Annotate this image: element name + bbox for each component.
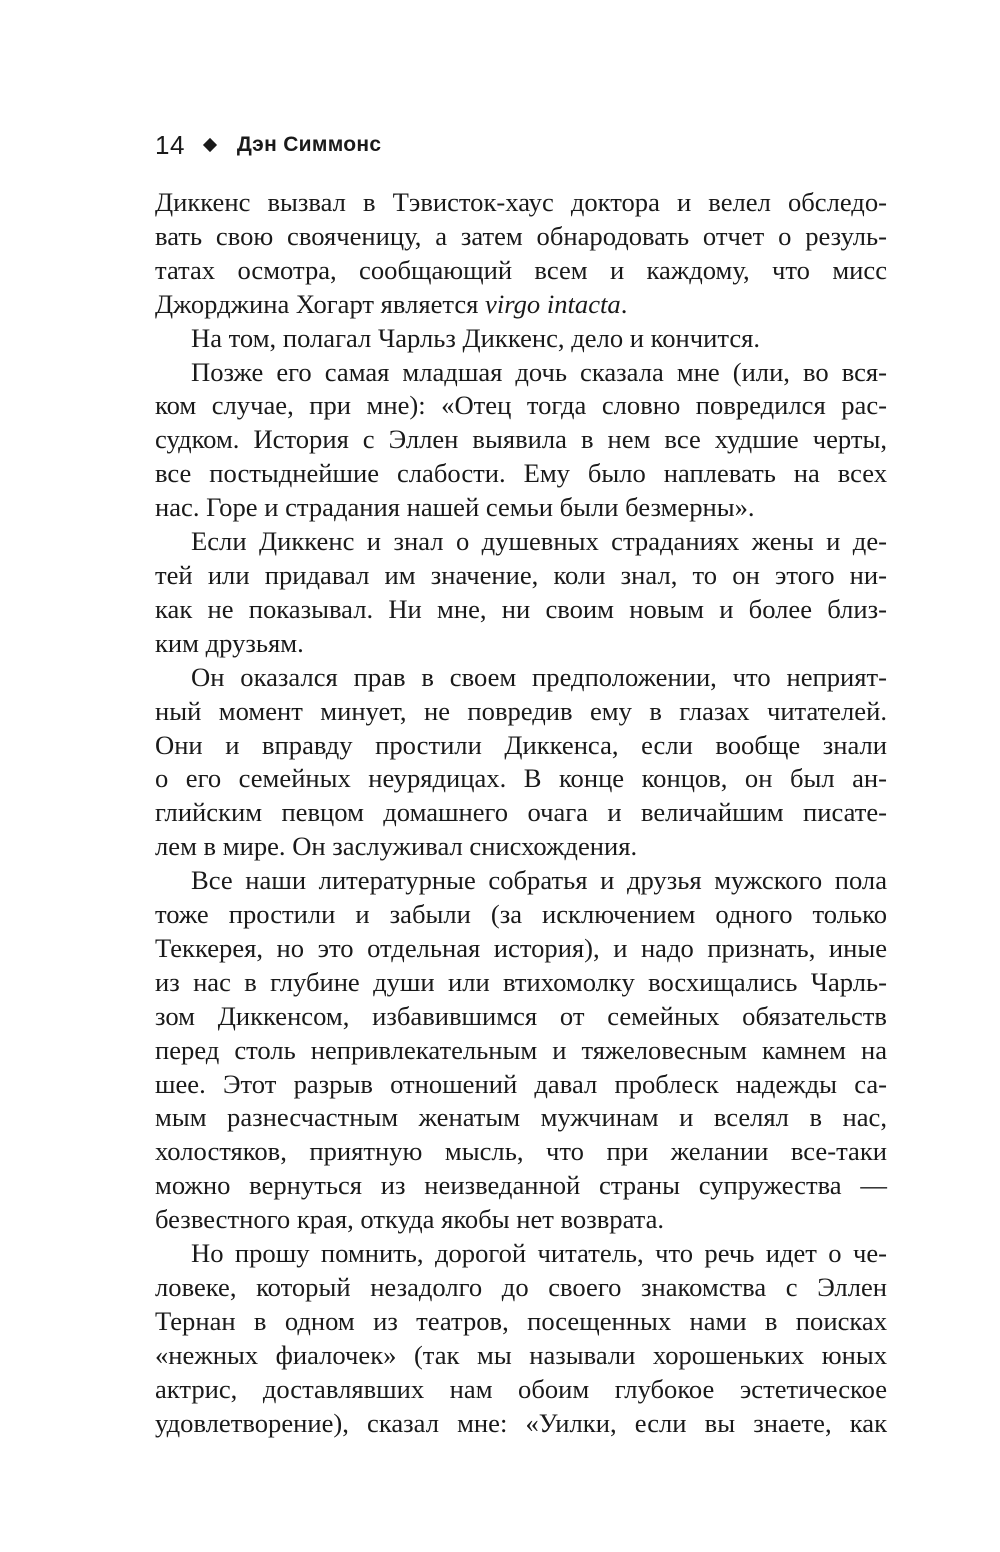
text-line: Теккерея, но это отдельная история), и надо признать, иные: [155, 932, 887, 963]
text-line: о его семейных неурядицах. В конце концов, он был ан-: [155, 763, 887, 794]
text-line: мым разнесчастным женатым мужчинам и вселял в нас,: [155, 1102, 887, 1133]
text-line: зом Диккенсом, избавившимся от семейных обязательств: [155, 1000, 887, 1031]
text-line: Позже его самая младшая дочь сказала мне (или, во вся-: [191, 356, 887, 387]
text-line: Диккенс вызвал в Тэвисток-хаус доктора и велел обследо-: [155, 187, 887, 217]
text-line: все постыднейшие слабости. Ему было наплевать на всех: [155, 458, 887, 489]
text-line: из нас в глубине души или втихомолку восхищались Чарль-: [155, 966, 887, 997]
text-line: Если Диккенс и знал о душевных страданиях жены и де-: [191, 526, 887, 557]
paragraph: [155, 525, 887, 661]
text-line: [155, 288, 887, 322]
paragraph: [155, 186, 887, 322]
text-line: Но прошу помнить, дорогой читатель, что речь идет о че-: [191, 1238, 887, 1269]
diamond-icon: [203, 138, 217, 152]
text-line: ловеке, который незадолго до своего знакомства с Эллен: [155, 1272, 887, 1302]
text-line: «нежных фиалочек» (так мы называли хорошеньких юных: [155, 1339, 887, 1370]
text-line: Все наши литературные собратья и друзья мужского пола: [191, 865, 887, 896]
text-line: актрис, доставлявших нам обоим глубокое эстетическое: [155, 1373, 887, 1404]
text-line: ный момент минует, не повредив ему в глазах читателей.: [155, 695, 887, 726]
text-segment: Джорджина Хогарт является: [155, 288, 486, 319]
text-line: тоже простили и забыли (за исключением одного только: [155, 899, 887, 930]
text-line: глийским певцом домашнего очага и величайшим писате-: [155, 797, 887, 828]
paragraph: [155, 864, 887, 1237]
paragraph: [155, 356, 887, 526]
text-line: ким друзьям.: [155, 627, 304, 658]
text-line: На том, полагал Чарльз Диккенс, дело и кончится.: [191, 322, 760, 353]
text-line: тей или придавал им значение, коли знал, то он этого ни-: [155, 559, 887, 590]
paragraph: [155, 1237, 887, 1440]
text-line: перед столь непривлекательным и тяжеловесным камнем на: [155, 1034, 887, 1065]
body-text: [155, 186, 887, 1441]
text-line: судком. История с Эллен выявила в нем все худшие черты,: [155, 424, 887, 455]
text-line: лем в мире. Он заслуживал снисхождения.: [155, 831, 638, 862]
text-line: безвестного края, откуда якобы нет возврата.: [155, 1204, 665, 1235]
text-line: вать свою свояченицу, а затем обнародовать отчет о резуль-: [155, 220, 887, 251]
text-segment: .: [620, 288, 628, 319]
text-line: ком случае, при мне): «Отец тогда словно повредился рас-: [155, 390, 887, 421]
text-line: холостяков, приятную мысль, что при желании все-таки: [155, 1136, 887, 1167]
page-number: 14: [155, 129, 185, 160]
text-line: можно вернуться из неизведанной страны супружества —: [155, 1170, 887, 1201]
latin-phrase: virgo intacta: [485, 288, 621, 319]
text-line: удовлетворение), сказал мне: «Уилки, если вы знаете, как: [155, 1407, 887, 1438]
running-head: [155, 127, 381, 163]
text-line: Тернан в одном из театров, посещенных нами в поисках: [155, 1305, 887, 1336]
paragraph: [155, 661, 887, 864]
text-line: татах осмотра, сообщающий всем и каждому, что мисс: [155, 254, 887, 285]
author-name: Дэн Симмонс: [236, 133, 382, 156]
paragraph: [155, 322, 887, 356]
text-line: шее. Этот разрыв отношений давал проблеск надежды са-: [155, 1068, 887, 1099]
text-line: как не показывал. Ни мне, ни своим новым и более близ-: [155, 593, 887, 624]
text-line: Они и вправду простили Диккенса, если вообще знали: [155, 729, 887, 760]
text-line: нас. Горе и страдания нашей семьи были безмерны».: [155, 492, 755, 523]
text-line: Он оказался прав в своем предположении, что неприят-: [191, 661, 887, 692]
